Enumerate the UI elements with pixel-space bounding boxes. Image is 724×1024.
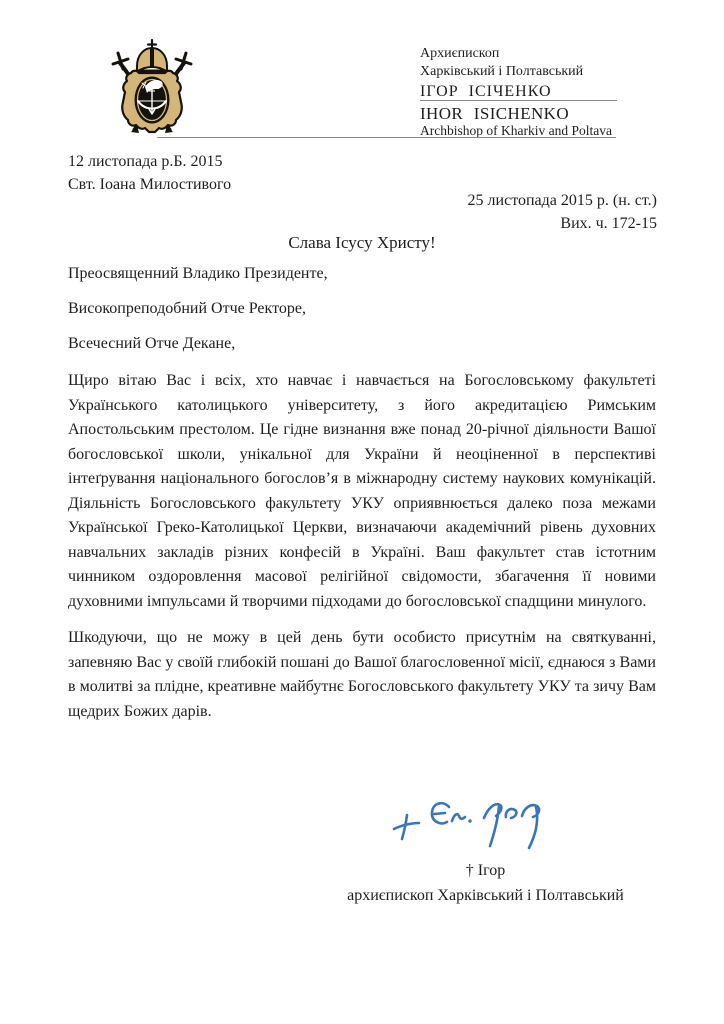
letter-body	[68, 262, 656, 736]
date-block-left	[68, 150, 231, 196]
greeting-line: Слава Ісусу Христу!	[288, 233, 436, 252]
coat-of-arms-icon	[106, 36, 198, 138]
letterhead-see-uk: Харківський і Полтавський	[420, 64, 584, 79]
signature-name: † Ігор	[465, 862, 506, 879]
signature-title: архиєпископ Харківський і Полтавський	[347, 887, 624, 904]
reference-number: Вих. ч. 172-15	[560, 215, 657, 232]
letterhead-title-uk: Архиєпископ	[420, 46, 500, 61]
letterhead	[420, 45, 660, 102]
letterhead-rule-short	[420, 100, 617, 101]
letterhead-name-en: IHOR ISICHENKO	[420, 104, 570, 123]
salutation-dean: Всечесний Отче Декане,	[68, 335, 236, 352]
date-new-style: 25 листопада 2015 р. (н. ст.)	[467, 192, 657, 209]
letterhead-name-uk: ІГОР ІСІЧЕНКО	[420, 83, 552, 100]
signature-block	[288, 858, 683, 908]
date-block-right	[468, 189, 657, 235]
salutation-president: Преосвященний Владико Президенте,	[68, 265, 328, 282]
salutation-rector: Високопреподобний Отче Ректоре,	[68, 300, 306, 317]
feast-day: Свт. Іоана Милостивого	[68, 176, 232, 193]
paragraph-regret: Шкодуючи, що не можу в цей день бути особисто присутнім на святкуванні, запевняю Вас у своїй глибокій пошані до Вашої благословенної місії, єднаюся з Вами в молитві за плідне, креативне майбутнє Богословського факультету УКУ та зичу Вам щедрих Божих дарів.	[68, 629, 656, 720]
letterhead-rule-long	[157, 137, 616, 138]
date-old-style: 12 листопада р.Б. 2015	[68, 153, 223, 170]
letterhead-title-en: Archbishop of Kharkiv and Poltava	[420, 123, 612, 138]
signature-handwriting-icon	[388, 790, 568, 856]
paragraph-congratulation: Щиро вітаю Вас і всіх, хто навчає і навчається на Богословському факультеті Українського католицького університету, з його акредитацією Римським Апостольським престолом. Це гідне визнання вже понад 20-річної діяльности Вашої богословської школи, унікальної для України й неоціненної в перспективі інтеґрування національного богослов’я в міжнародну систему наукових комунікацій. Діяльність Богословського факультету УКУ оприявнюється далеко поза межами Української Греко-Католицької Церкви, визначаючи академічний рівень духовних навчальних закладів різних конфесій в Україні. Ваш факультет став істотним чинником оздоровлення масової релігійної свідомости, збагачення її новими духовними імпульсами й творчими підходами до богословської спадщини минулого.	[68, 372, 656, 610]
